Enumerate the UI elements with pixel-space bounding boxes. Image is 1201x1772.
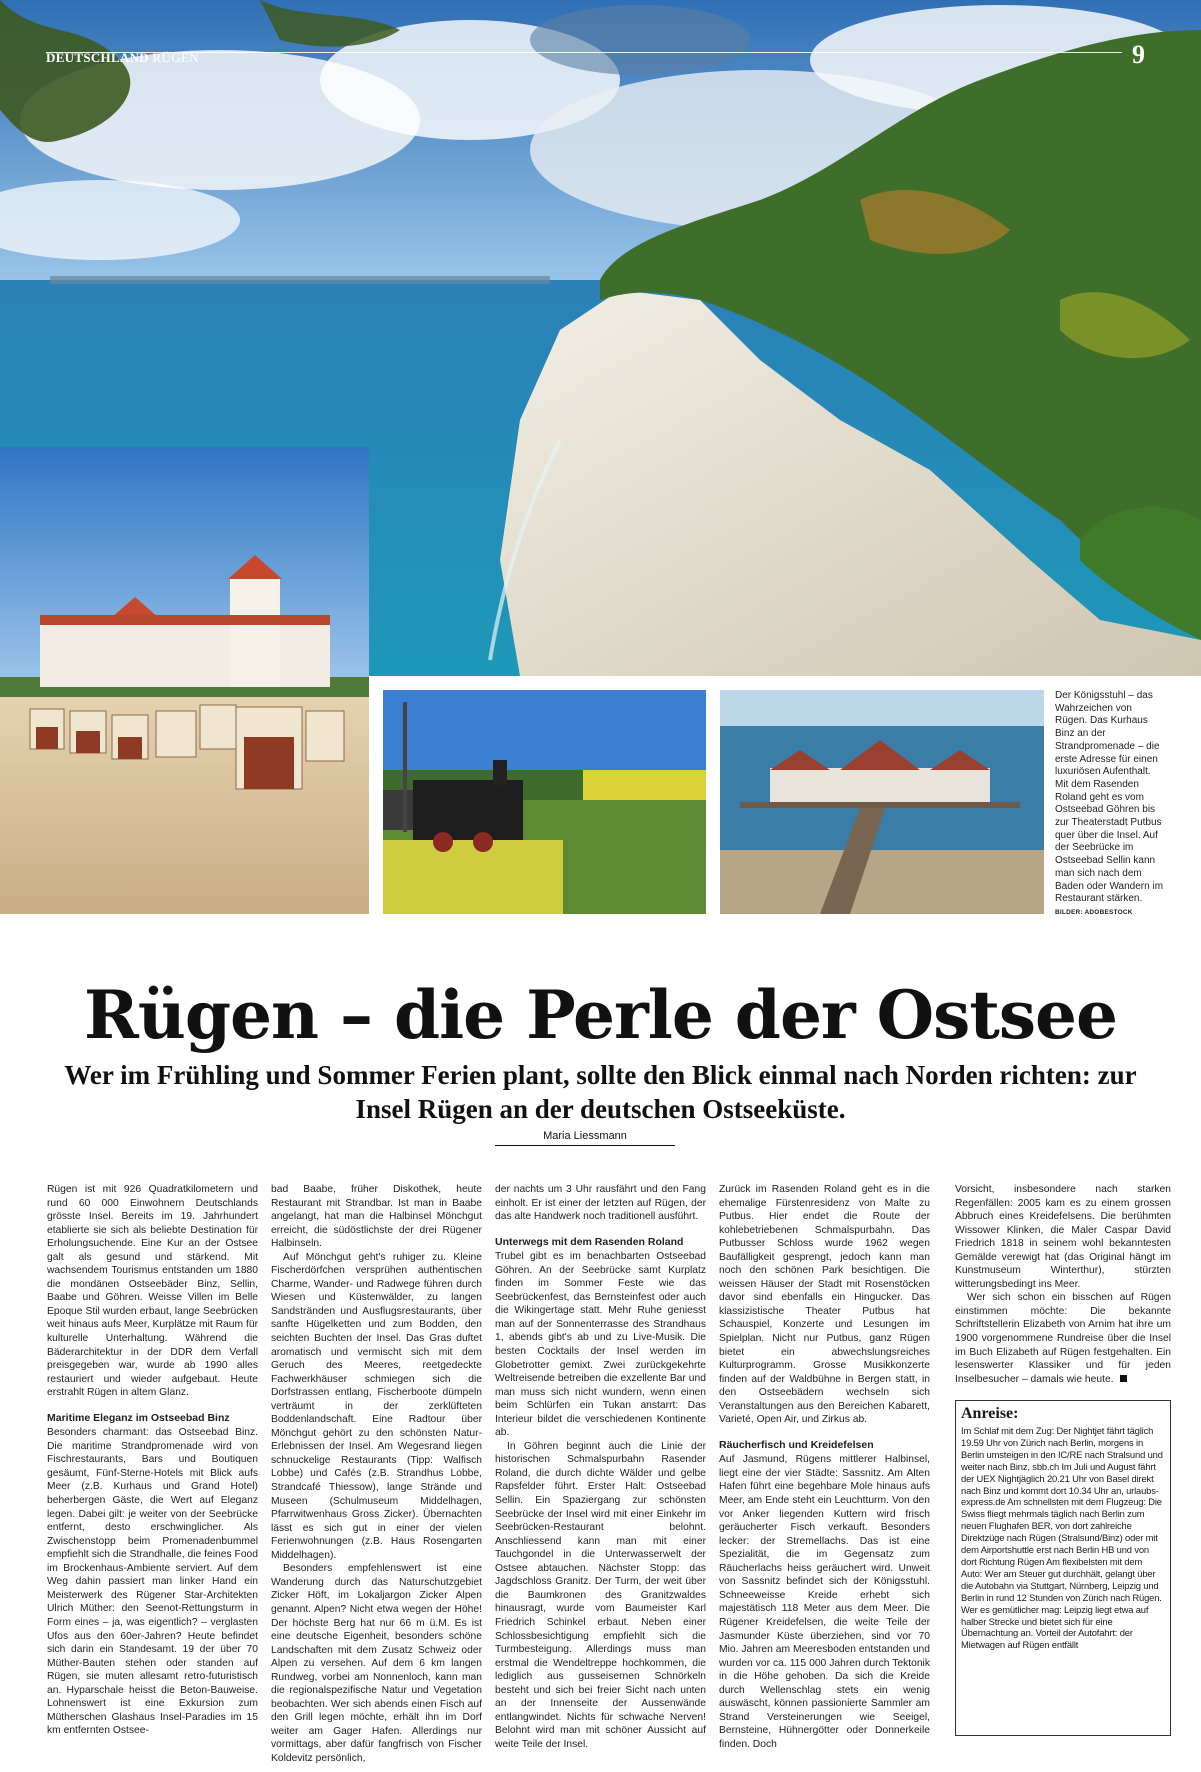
paragraph: Trubel gibt es im benachbarten Ostseebad Göhren. An der Seebrücke samt Kurplatz finden im Sommer Feste wie das Seebrückenfest, das Bernsteinfest oder auch die Wikingertage statt. Mehr Ruhe geniesst man auf der Sonnenterrasse des Strandhaus 1, abends gibt's ab und zu Live-Musik. Die besten Cocktails der Insel werden im Globetrotter gemixt. Zwei zurückgekehrte Weltreisende betreiben die exzellente Bar und man muss sich nicht wundern, wenn einen beim Schlürfen ein Tukan anstarrt: Das Interieur bildet die verschiedenen Kontinente ab. [495, 1251, 706, 1439]
paragraph: Auf Mönchgut geht's ruhiger zu. Kleine Fischerdörfchen versprühen authentischen Charme, Wander- und Radwege führen durch Wiesen und Küstenwälder, zu langen Sandstränden und Ausflugsrestaurants, über sanfte Hügelketten und zum Bodden, den seichten Buchten der Insel. Das Gras duftet aromatisch und vermischt sich mit dem Geruch des Meeres, reetgedeckte Fachwerkhäuser schmiegen sich die Dorfstrassen entlang, Fischerboote dümpeln verträumt in der zerklüfteten Boddenlandschaft. Eine Radtour über Mönchgut gehört zu den schönsten Natur-Erlebnissen der Insel. Am Wegesrand liegen schnuckelige Restaurants (Tipp: Walfisch Lobbe) und Cafés (z.B. Strandhus Lobbe, Strandcafé Thiessow), lange Strände und Museen (Schulmuseum Middelhagen, Pfarrwitwenhaus Gross Zicker). Übernachten lässt es sich gut in einer der vielen Ferienwohnungen (z.B. Haus Rosengarten Middelhagen). [271, 1251, 482, 1561]
photo-caption [1055, 690, 1165, 920]
paragraph: In Göhren beginnt auch die Linie der historischen Schmalspurbahn Rasender Roland, die durch dichte Wälder und gelbe Rapsfelder führt. Erster Halt: Ostseebad Sellin. Ein Spaziergang zur schönsten Seebrücke der Insel wird mit einer Einkehr im Seebrücken-Restaurant belohnt. Anschliessend kann man mit einer Tauchgondel in die Unterwasserwelt der Ostsee abtauchen. Nächster Stopp: das Jagdschloss Granitz. Der Turm, der weit über die Baumkronen des Granitzwaldes hinausragt, wurde vom Baumeister Karl Friedrich Schinkel erbaut. Neben einer Schlossbesichtigung empfiehlt sich die Turmbesteigung. Allerdings muss man erstmal die Wendeltreppe hochkommen, die lediglich aus gusseisernen Schnörkeln besteht und sich bei freier Sicht nach unten an der Innenseite der Aussenwände entlangwindet. Nichts für schwache Nerven! Belohnt wird man mit schöner Aussicht auf weite Teile der Insel. [495, 1440, 706, 1750]
author-byline: Maria Liessmann [543, 1130, 627, 1142]
paragraph: Rügen ist mit 926 Quadratkilometern und rund 60 000 Einwohnern Deutschlands grösste Insel. Bereits im 19. Jahrhundert etablierte sie sich als beliebte Destination für Erholungsuchende. Eine Kur an der Ostsee galt als gesund und stärkend. Mit wachsendem Tourismus entstanden um 1880 die mondänen Ostseebäder Binz, Sellin, Baabe und Göhren. Weisse Villen im Belle Epoque Stil wurden erbaut, lange Seebrücken weit hinaus aufs Meer, Kurplätze mit Raum für kulturelle Unterhaltung. Während die Bäderarchitektur in der DDR dem Verfall preisgegeben war, wurde ab 1990 alles restauriert und wieder aufgebaut. Heute erstrahlt Rügen in altem Glanz. [47, 1184, 258, 1399]
paragraph: bad Baabe, früher Diskothek, heute Restaurant mit Strandbar. Ist man in Baabe angelangt, hat man die Halbinsel Mönchgut erreicht, die südöstlichste der drei Rügener Halbinseln. [271, 1184, 482, 1250]
column-2 [271, 1183, 482, 1766]
author-rule [495, 1145, 675, 1146]
paragraph-text: Wer sich schon ein bisschen auf Rügen einstimmen möchte: Die bekannte Schriftstellerin Elizabeth von Arnim hat ihre um 1900 vorgenommene Rundreise über die Insel im Buch Elizabeth auf Rügen festgehalten. Ein lesenswerter Klassiker und für jeden Inselbesucher – damals wie heute. [955, 1292, 1171, 1385]
paragraph: der nachts um 3 Uhr rausfährt und den Fang einholt. Er ist einer der letzten auf Rügen, der das alte Handwerk noch traditionell ausführt. [495, 1184, 706, 1223]
infobox-title: Anreise: [961, 1405, 1019, 1422]
subheading: Räucherfisch und Kreidefelsen [719, 1438, 874, 1451]
column-3 [495, 1183, 706, 1751]
subheadline: Wer im Frühling und Sommer Ferien plant, sollte den Blick einmal nach Norden richten: zur Insel Rügen an der deutschen Ostseeküste. [64, 1060, 1137, 1124]
rasender-roland-train-photo [383, 690, 706, 914]
header-rule [46, 52, 1122, 53]
paragraph: Besonders charmant: das Ostseebad Binz. Die maritime Strandpromenade wird von Fischrestaurants, Bars und Boutiquen gesäumt, Fünf-Sterne-Hotels mit Blick aufs Meer (z.B. Kurhaus und Grand Hotel) beherbergen Gäste, die Wert auf Eleganz legen. Dabei gilt: je weiter von der Seebrücke entfernt, desto erschwinglicher. Als Zwischenstopp beim Promenadenbummel empfiehlt sich die Strandhalle, die feines Food im Brockenhaus-Ambiente serviert. Auf dem Weg dahin passiert man linker Hand ein Meisterwerk des Rügener Star-Architekten Ulrich Müther: den Seenot-Rettungsturm in Form eines – ja, was eigentlich? – verglasten Ufos aus den 60er-Jahren? Heute befindet sich darin ein Standesamt. 19 der über 70 Müther-Bauten stehen oder standen auf Rügen, sie muten allesamt retro-futuristisch an. Hyparschale heisst die Beton-Bauweise. Lohnenswert ist eine Exkursion zum Mütherschen Glashaus Insel-Paradies im 15 km entfernten Ostsee- [47, 1427, 258, 1737]
column-4 [719, 1183, 930, 1751]
paragraph: Zurück im Rasenden Roland geht es in die ehemalige Fürstenresidenz von Malte zu Putbus. Hier endet die Route der kohlebetriebenen Schmalspurbahn. Das Putbusser Schloss wurde 1962 wegen Baufälligkeit gesprengt, jedoch kann man noch den schönen Park besichtigen. Die weissen Häuser der Stadt mit Rosenstöcken davor sind ebenfalls ein Hingucker. Das klassizistische Theater Putbus hat Schauspiel, Konzerte und Lesungen im Spielplan. Nicht nur Putbus, ganz Rügen bietet ein abwechslungsreiches Kulturprogramm. Grosse Musikkonzerte finden auf der Waldbühne in Bergen statt, in den Ostseebädern wechseln sich Veranstaltungen aus den Bereichen Kabarett, Varieté, Open Air, und Zirkus ab. [719, 1184, 930, 1426]
subheading: Unterwegs mit dem Rasenden Roland [495, 1235, 684, 1248]
column-1 [47, 1183, 258, 1738]
subheading: Maritime Eleganz im Ostseebad Binz [47, 1411, 230, 1424]
travel-info-box [955, 1400, 1171, 1736]
section-bold: DEUTSCHLAND [46, 50, 149, 65]
infobox-text: Im Schlaf mit dem Zug: Der Nightjet fährt täglich 19.59 Uhr von Zürich nach Berlin, morgens in Berlin umsteigen in den IC/RE nach Stralsund und weiter nach Binz, sbb.ch Im Juli und August fährt der UEX Nightjäglich 20.21 Uhr von Basel direkt nach Binz und kommt dort 10.34 Uhr an, urlaubs-express.de Am schnellsten mit dem Flugzeug: Die Swiss fliegt mehrmals täglich nach Berlin zum neuen Flughafen BER, von dort zahlreiche Direktzüge nach Rügen (Stralsund/Binz) oder mit dem Airportshuttle erst nach Berlin HB und von dort Richtung Rügen Am flexibelsten mit dem Auto: Wer am Steuer gut durchhält, gelangt über die Autobahn via Stuttgart, Nürnberg, Leipzig und Berlin in rund 12 Stunden von Zürich nach Rügen. Wer es gemütlicher mag: Leipzig liegt etwa auf halber Strecke und bietet sich für eine Übernachtung an. Vorteil der Autofahrt: der Mietwagen auf Rügen entfällt [961, 1425, 1163, 1651]
photo-credit: BILDER: ADOBESTOCK [1055, 908, 1133, 916]
page-number: 9 [1132, 40, 1145, 69]
section-label [46, 50, 199, 66]
seebruecke-sellin-photo [720, 690, 1044, 914]
paragraph: Besonders empfehlenswert ist eine Wanderung durch das Naturschutzgebiet Zicker Höft, im Lokaljargon Zicker Alpen genannt. Alpen? Nicht etwa wegen der Höhe! Der höchste Berg hat nur 66 m ü.M. Es ist eine deutsche Eigenheit, besonders schöne Landschaften mit dem Zusatz Schweiz oder Alpen zu versehen. Auf dem 6 km langen Rundweg, vorbei am Nonnenloch, kann man die regionalspezifische Natur und Vegetation beobachten. Wer sich abends einen Fisch auf den Grill legen möchte, erhält ihn im Dorf weiter am Gager Hafen. Allerdings nur vormittags, aber dafür fangfrisch von Fischer Koldevitz persönlich, [271, 1563, 482, 1764]
end-mark-icon [1120, 1375, 1127, 1382]
section-rest: RÜGEN [148, 50, 199, 65]
kurhaus-binz-photo [0, 447, 369, 914]
headline: Rügen – die Perle der Ostsee [84, 976, 1117, 1054]
paragraph: Vorsicht, insbesondere nach starken Regenfällen: 2005 kam es zu einem grossen Abbruch eines Kreidefelsens. Die berühmten Wissower Klinken, die Maler Caspar David Friedrich 1818 in seinem wohl bekanntesten Gemälde verewigt hat (das Original hängt im Kunstmuseum Winterthur), stürzten witterungsbedingt ins Meer. [955, 1184, 1171, 1290]
paragraph: Auf Jasmund, Rügens mittlerer Halbinsel, liegt eine der vier Städte: Sassnitz. Am Alten Hafen führt eine begehbare Mole hinaus aufs Meer, am Ende steht ein Leuchtturm. Von den vor Anker liegenden Kuttern wird frisch geräucherter Fisch verkauft. Besonders lecker: der Stremellachs. Das ist eine Spezialität, die im Gegensatz zum Räucherlachs heiss geräuchert wird. Unweit von Sassnitz befindet sich der Königsstuhl. Schneeweisse Kreide erhebt sich majestätisch 118 Meter aus dem Meer. Die Rügener Kreidefelsen, die weite Teile der Jasmunder Küste überziehen, sind vor 70 Mio. Jahren am Meeresboden entstanden und wurden vor ca. 115 000 Jahren durch Tektonik in die Höhe gehoben. Da sich die Kreide durch Wellenschlag stets ein wenig auswäscht, können passionierte Sammler am Strand Versteinerungen wie Seeigel, Bernsteine, Hühnergötter oder Donnerkeile finden. Doch [719, 1454, 930, 1750]
column-5 [955, 1183, 1171, 1386]
caption-text: Der Königsstuhl – das Wahrzeichen von Rügen. Das Kurhaus Binz an der Strandpromenade – die erste Adresse für einen luxuriösen Aufenthalt. Mit dem Rasenden Roland geht es vom Ostseebad Göhren bis zur Theaterstadt Putbus quer über die Insel. Auf der Seebrücke im Ostseebad Sellin kann man sich nach dem Baden oder Wandern im Restaurant stärken. [1055, 690, 1164, 905]
paragraph [955, 1291, 1171, 1386]
